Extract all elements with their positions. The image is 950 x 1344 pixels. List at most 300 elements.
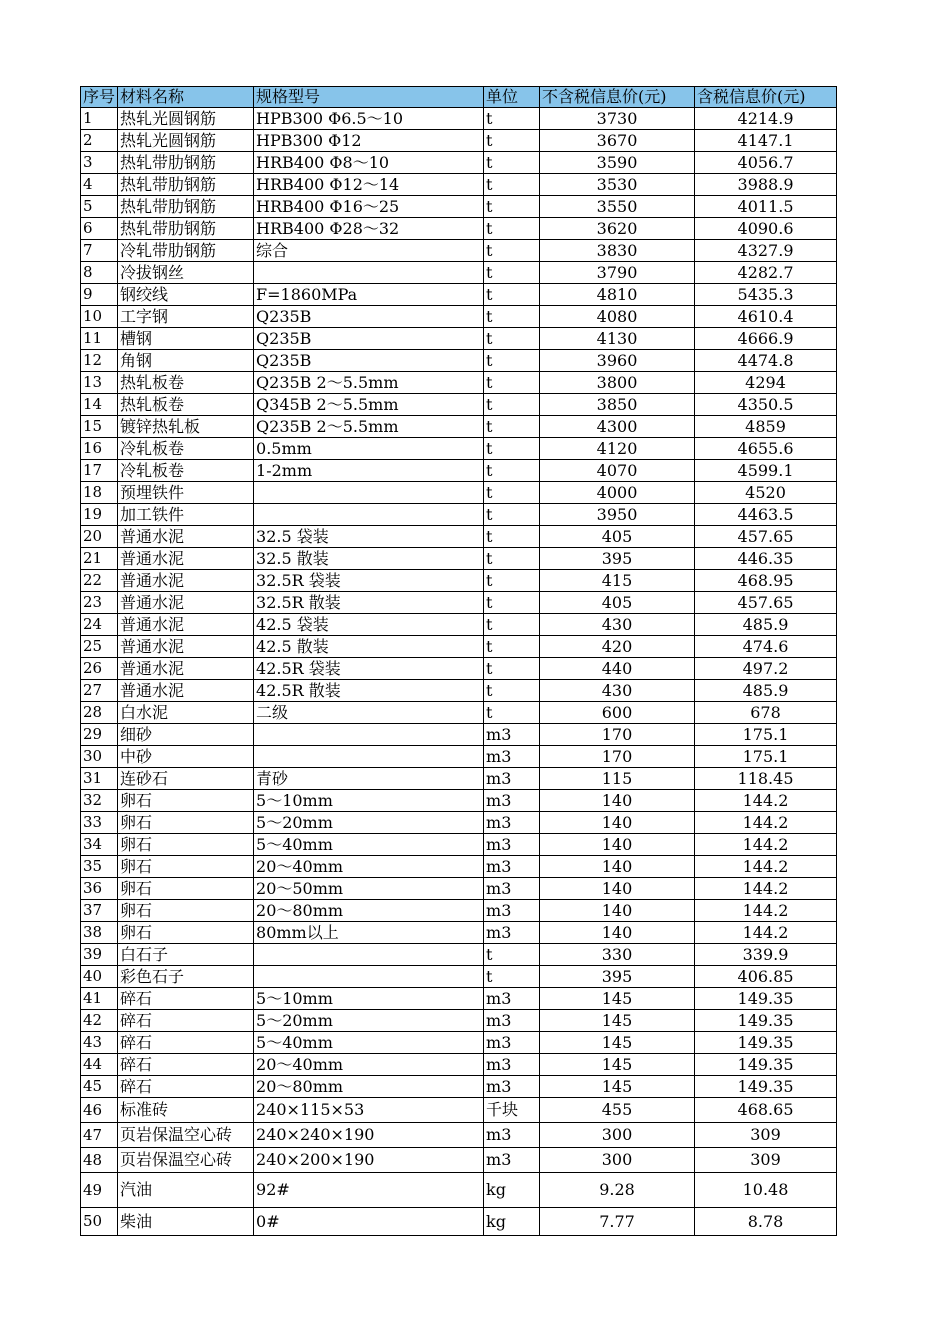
index-cell[interactable]: 23	[81, 592, 118, 614]
price-incl-tax-cell[interactable]: 4463.5	[695, 504, 837, 526]
unit-cell[interactable]: t	[484, 350, 540, 372]
price-incl-tax-cell[interactable]: 149.35	[695, 988, 837, 1010]
price-incl-tax-cell[interactable]: 485.9	[695, 614, 837, 636]
index-cell[interactable]: 19	[81, 504, 118, 526]
unit-cell[interactable]: t	[484, 482, 540, 504]
material-name-cell[interactable]: 碎石	[118, 1054, 254, 1076]
index-cell[interactable]: 37	[81, 900, 118, 922]
price-incl-tax-cell[interactable]: 4474.8	[695, 350, 837, 372]
unit-cell[interactable]: t	[484, 548, 540, 570]
material-name-cell[interactable]: 冷轧带肋钢筋	[118, 240, 254, 262]
price-incl-tax-cell[interactable]: 309	[695, 1123, 837, 1148]
header-cell[interactable]: 单位	[484, 87, 540, 108]
material-name-cell[interactable]: 普通水泥	[118, 614, 254, 636]
index-cell[interactable]: 40	[81, 966, 118, 988]
index-cell[interactable]: 2	[81, 130, 118, 152]
price-incl-tax-cell[interactable]: 4090.6	[695, 218, 837, 240]
material-name-cell[interactable]: 普通水泥	[118, 526, 254, 548]
index-cell[interactable]: 12	[81, 350, 118, 372]
price-incl-tax-cell[interactable]: 4350.5	[695, 394, 837, 416]
unit-cell[interactable]: t	[484, 284, 540, 306]
spec-cell[interactable]: HPB300 Φ6.5～10	[254, 108, 484, 130]
unit-cell[interactable]: t	[484, 504, 540, 526]
price-excl-tax-cell[interactable]: 3960	[540, 350, 695, 372]
spec-cell[interactable]: 5～40mm	[254, 1032, 484, 1054]
price-excl-tax-cell[interactable]: 140	[540, 834, 695, 856]
unit-cell[interactable]: m3	[484, 1010, 540, 1032]
material-name-cell[interactable]: 普通水泥	[118, 548, 254, 570]
material-name-cell[interactable]: 中砂	[118, 746, 254, 768]
material-name-cell[interactable]: 白水泥	[118, 702, 254, 724]
unit-cell[interactable]: t	[484, 108, 540, 130]
price-incl-tax-cell[interactable]: 144.2	[695, 878, 837, 900]
spec-cell[interactable]	[254, 262, 484, 284]
index-cell[interactable]: 36	[81, 878, 118, 900]
index-cell[interactable]: 6	[81, 218, 118, 240]
price-incl-tax-cell[interactable]: 4599.1	[695, 460, 837, 482]
price-excl-tax-cell[interactable]: 145	[540, 1054, 695, 1076]
spec-cell[interactable]: F=1860MPa	[254, 284, 484, 306]
price-excl-tax-cell[interactable]: 3830	[540, 240, 695, 262]
price-incl-tax-cell[interactable]: 4011.5	[695, 196, 837, 218]
price-incl-tax-cell[interactable]: 144.2	[695, 856, 837, 878]
price-excl-tax-cell[interactable]: 3790	[540, 262, 695, 284]
spec-cell[interactable]: 20～80mm	[254, 1076, 484, 1098]
price-excl-tax-cell[interactable]: 4810	[540, 284, 695, 306]
spec-cell[interactable]: 80mm以上	[254, 922, 484, 944]
price-incl-tax-cell[interactable]: 4294	[695, 372, 837, 394]
index-cell[interactable]: 15	[81, 416, 118, 438]
material-name-cell[interactable]: 钢绞线	[118, 284, 254, 306]
index-cell[interactable]: 43	[81, 1032, 118, 1054]
price-excl-tax-cell[interactable]: 600	[540, 702, 695, 724]
material-name-cell[interactable]: 卵石	[118, 856, 254, 878]
price-incl-tax-cell[interactable]: 4859	[695, 416, 837, 438]
material-name-cell[interactable]: 卵石	[118, 834, 254, 856]
material-name-cell[interactable]: 卵石	[118, 922, 254, 944]
unit-cell[interactable]: t	[484, 636, 540, 658]
unit-cell[interactable]: t	[484, 944, 540, 966]
material-name-cell[interactable]: 碎石	[118, 988, 254, 1010]
price-excl-tax-cell[interactable]: 170	[540, 724, 695, 746]
price-incl-tax-cell[interactable]: 144.2	[695, 790, 837, 812]
spec-cell[interactable]: 5～10mm	[254, 790, 484, 812]
price-excl-tax-cell[interactable]: 140	[540, 922, 695, 944]
price-excl-tax-cell[interactable]: 4120	[540, 438, 695, 460]
spec-cell[interactable]: 32.5 散装	[254, 548, 484, 570]
unit-cell[interactable]: t	[484, 570, 540, 592]
price-excl-tax-cell[interactable]: 4080	[540, 306, 695, 328]
price-incl-tax-cell[interactable]: 175.1	[695, 746, 837, 768]
price-incl-tax-cell[interactable]: 4282.7	[695, 262, 837, 284]
index-cell[interactable]: 14	[81, 394, 118, 416]
price-incl-tax-cell[interactable]: 5435.3	[695, 284, 837, 306]
material-name-cell[interactable]: 卵石	[118, 878, 254, 900]
spec-cell[interactable]: 5～40mm	[254, 834, 484, 856]
unit-cell[interactable]: kg	[484, 1208, 540, 1236]
price-incl-tax-cell[interactable]: 468.95	[695, 570, 837, 592]
price-incl-tax-cell[interactable]: 457.65	[695, 526, 837, 548]
material-name-cell[interactable]: 标准砖	[118, 1098, 254, 1123]
price-excl-tax-cell[interactable]: 3530	[540, 174, 695, 196]
spec-cell[interactable]: 20～80mm	[254, 900, 484, 922]
material-name-cell[interactable]: 热轧光圆钢筋	[118, 108, 254, 130]
unit-cell[interactable]: t	[484, 328, 540, 350]
index-cell[interactable]: 25	[81, 636, 118, 658]
material-name-cell[interactable]: 冷轧板卷	[118, 438, 254, 460]
index-cell[interactable]: 50	[81, 1208, 118, 1236]
spec-cell[interactable]: 20～50mm	[254, 878, 484, 900]
spec-cell[interactable]: Q235B	[254, 350, 484, 372]
material-name-cell[interactable]: 连砂石	[118, 768, 254, 790]
index-cell[interactable]: 22	[81, 570, 118, 592]
index-cell[interactable]: 32	[81, 790, 118, 812]
index-cell[interactable]: 20	[81, 526, 118, 548]
material-name-cell[interactable]: 汽油	[118, 1173, 254, 1208]
price-excl-tax-cell[interactable]: 395	[540, 966, 695, 988]
price-incl-tax-cell[interactable]: 8.78	[695, 1208, 837, 1236]
index-cell[interactable]: 44	[81, 1054, 118, 1076]
price-incl-tax-cell[interactable]: 309	[695, 1148, 837, 1173]
spec-cell[interactable]: 92#	[254, 1173, 484, 1208]
price-incl-tax-cell[interactable]: 497.2	[695, 658, 837, 680]
spec-cell[interactable]: 240×200×190	[254, 1148, 484, 1173]
spec-cell[interactable]: Q235B	[254, 306, 484, 328]
spec-cell[interactable]: HRB400 Φ12～14	[254, 174, 484, 196]
index-cell[interactable]: 41	[81, 988, 118, 1010]
price-excl-tax-cell[interactable]: 4300	[540, 416, 695, 438]
price-excl-tax-cell[interactable]: 330	[540, 944, 695, 966]
material-name-cell[interactable]: 冷轧板卷	[118, 460, 254, 482]
index-cell[interactable]: 26	[81, 658, 118, 680]
index-cell[interactable]: 27	[81, 680, 118, 702]
material-name-cell[interactable]: 碎石	[118, 1076, 254, 1098]
price-excl-tax-cell[interactable]: 405	[540, 592, 695, 614]
index-cell[interactable]: 11	[81, 328, 118, 350]
index-cell[interactable]: 28	[81, 702, 118, 724]
unit-cell[interactable]: m3	[484, 768, 540, 790]
index-cell[interactable]: 35	[81, 856, 118, 878]
unit-cell[interactable]: t	[484, 460, 540, 482]
unit-cell[interactable]: t	[484, 306, 540, 328]
header-cell[interactable]: 序号	[81, 87, 118, 108]
index-cell[interactable]: 9	[81, 284, 118, 306]
spec-cell[interactable]: 5～20mm	[254, 812, 484, 834]
index-cell[interactable]: 17	[81, 460, 118, 482]
price-incl-tax-cell[interactable]: 144.2	[695, 834, 837, 856]
price-incl-tax-cell[interactable]: 175.1	[695, 724, 837, 746]
unit-cell[interactable]: t	[484, 614, 540, 636]
spec-cell[interactable]: 20～40mm	[254, 856, 484, 878]
header-cell[interactable]: 不含税信息价(元)	[540, 87, 695, 108]
price-excl-tax-cell[interactable]: 140	[540, 812, 695, 834]
material-name-cell[interactable]: 普通水泥	[118, 570, 254, 592]
index-cell[interactable]: 7	[81, 240, 118, 262]
index-cell[interactable]: 33	[81, 812, 118, 834]
spec-cell[interactable]: 青砂	[254, 768, 484, 790]
index-cell[interactable]: 48	[81, 1148, 118, 1173]
material-name-cell[interactable]: 热轧带肋钢筋	[118, 196, 254, 218]
unit-cell[interactable]: t	[484, 702, 540, 724]
material-name-cell[interactable]: 镀锌热轧板	[118, 416, 254, 438]
spec-cell[interactable]: Q235B 2～5.5mm	[254, 416, 484, 438]
header-cell[interactable]: 材料名称	[118, 87, 254, 108]
spec-cell[interactable]: 42.5R 散装	[254, 680, 484, 702]
price-incl-tax-cell[interactable]: 4327.9	[695, 240, 837, 262]
spec-cell[interactable]: 0#	[254, 1208, 484, 1236]
price-excl-tax-cell[interactable]: 430	[540, 680, 695, 702]
spec-cell[interactable]	[254, 482, 484, 504]
material-name-cell[interactable]: 白石子	[118, 944, 254, 966]
spec-cell[interactable]: 20～40mm	[254, 1054, 484, 1076]
spec-cell[interactable]: 240×115×53	[254, 1098, 484, 1123]
spec-cell[interactable]: 二级	[254, 702, 484, 724]
spec-cell[interactable]: Q235B 2～5.5mm	[254, 372, 484, 394]
price-excl-tax-cell[interactable]: 405	[540, 526, 695, 548]
index-cell[interactable]: 18	[81, 482, 118, 504]
price-incl-tax-cell[interactable]: 468.65	[695, 1098, 837, 1123]
index-cell[interactable]: 5	[81, 196, 118, 218]
price-incl-tax-cell[interactable]: 4056.7	[695, 152, 837, 174]
unit-cell[interactable]: m3	[484, 746, 540, 768]
price-excl-tax-cell[interactable]: 140	[540, 900, 695, 922]
price-incl-tax-cell[interactable]: 10.48	[695, 1173, 837, 1208]
unit-cell[interactable]: t	[484, 130, 540, 152]
spec-cell[interactable]: HRB400 Φ16～25	[254, 196, 484, 218]
price-incl-tax-cell[interactable]: 457.65	[695, 592, 837, 614]
material-name-cell[interactable]: 工字钢	[118, 306, 254, 328]
unit-cell[interactable]: t	[484, 372, 540, 394]
price-incl-tax-cell[interactable]: 149.35	[695, 1010, 837, 1032]
index-cell[interactable]: 21	[81, 548, 118, 570]
unit-cell[interactable]: t	[484, 416, 540, 438]
spec-cell[interactable]: 240×240×190	[254, 1123, 484, 1148]
index-cell[interactable]: 42	[81, 1010, 118, 1032]
price-incl-tax-cell[interactable]: 474.6	[695, 636, 837, 658]
price-excl-tax-cell[interactable]: 4130	[540, 328, 695, 350]
price-excl-tax-cell[interactable]: 140	[540, 790, 695, 812]
material-name-cell[interactable]: 彩色石子	[118, 966, 254, 988]
index-cell[interactable]: 47	[81, 1123, 118, 1148]
unit-cell[interactable]: m3	[484, 1076, 540, 1098]
index-cell[interactable]: 38	[81, 922, 118, 944]
unit-cell[interactable]: m3	[484, 856, 540, 878]
unit-cell[interactable]: t	[484, 240, 540, 262]
price-excl-tax-cell[interactable]: 4070	[540, 460, 695, 482]
index-cell[interactable]: 1	[81, 108, 118, 130]
material-name-cell[interactable]: 卵石	[118, 900, 254, 922]
price-excl-tax-cell[interactable]: 140	[540, 856, 695, 878]
price-excl-tax-cell[interactable]: 300	[540, 1123, 695, 1148]
material-name-cell[interactable]: 槽钢	[118, 328, 254, 350]
material-name-cell[interactable]: 热轧带肋钢筋	[118, 174, 254, 196]
unit-cell[interactable]: t	[484, 152, 540, 174]
price-excl-tax-cell[interactable]: 3590	[540, 152, 695, 174]
unit-cell[interactable]: m3	[484, 1054, 540, 1076]
price-incl-tax-cell[interactable]: 118.45	[695, 768, 837, 790]
price-incl-tax-cell[interactable]: 339.9	[695, 944, 837, 966]
index-cell[interactable]: 45	[81, 1076, 118, 1098]
material-name-cell[interactable]: 热轧带肋钢筋	[118, 218, 254, 240]
index-cell[interactable]: 8	[81, 262, 118, 284]
price-excl-tax-cell[interactable]: 430	[540, 614, 695, 636]
price-excl-tax-cell[interactable]: 3850	[540, 394, 695, 416]
material-name-cell[interactable]: 卵石	[118, 812, 254, 834]
price-incl-tax-cell[interactable]: 406.85	[695, 966, 837, 988]
index-cell[interactable]: 39	[81, 944, 118, 966]
unit-cell[interactable]: t	[484, 174, 540, 196]
index-cell[interactable]: 4	[81, 174, 118, 196]
unit-cell[interactable]: m3	[484, 988, 540, 1010]
price-incl-tax-cell[interactable]: 4655.6	[695, 438, 837, 460]
price-excl-tax-cell[interactable]: 4000	[540, 482, 695, 504]
unit-cell[interactable]: t	[484, 680, 540, 702]
unit-cell[interactable]: t	[484, 218, 540, 240]
spec-cell[interactable]: 5～10mm	[254, 988, 484, 1010]
spec-cell[interactable]: 42.5 散装	[254, 636, 484, 658]
unit-cell[interactable]: 千块	[484, 1098, 540, 1123]
material-name-cell[interactable]: 热轧光圆钢筋	[118, 130, 254, 152]
material-name-cell[interactable]: 热轧带肋钢筋	[118, 152, 254, 174]
price-incl-tax-cell[interactable]: 678	[695, 702, 837, 724]
spec-cell[interactable]: 32.5R 袋装	[254, 570, 484, 592]
price-excl-tax-cell[interactable]: 170	[540, 746, 695, 768]
spec-cell[interactable]: 32.5 袋装	[254, 526, 484, 548]
price-incl-tax-cell[interactable]: 4147.1	[695, 130, 837, 152]
spec-cell[interactable]: Q235B	[254, 328, 484, 350]
material-name-cell[interactable]: 普通水泥	[118, 592, 254, 614]
unit-cell[interactable]: m3	[484, 900, 540, 922]
unit-cell[interactable]: t	[484, 262, 540, 284]
price-excl-tax-cell[interactable]: 145	[540, 1010, 695, 1032]
price-excl-tax-cell[interactable]: 455	[540, 1098, 695, 1123]
index-cell[interactable]: 29	[81, 724, 118, 746]
price-incl-tax-cell[interactable]: 149.35	[695, 1076, 837, 1098]
price-incl-tax-cell[interactable]: 144.2	[695, 922, 837, 944]
material-name-cell[interactable]: 角钢	[118, 350, 254, 372]
spec-cell[interactable]: HRB400 Φ28～32	[254, 218, 484, 240]
material-name-cell[interactable]: 预埋铁件	[118, 482, 254, 504]
unit-cell[interactable]: t	[484, 592, 540, 614]
price-excl-tax-cell[interactable]: 3620	[540, 218, 695, 240]
index-cell[interactable]: 34	[81, 834, 118, 856]
header-cell[interactable]: 规格型号	[254, 87, 484, 108]
price-excl-tax-cell[interactable]: 420	[540, 636, 695, 658]
unit-cell[interactable]: m3	[484, 1032, 540, 1054]
index-cell[interactable]: 3	[81, 152, 118, 174]
unit-cell[interactable]: t	[484, 438, 540, 460]
unit-cell[interactable]: m3	[484, 1123, 540, 1148]
price-incl-tax-cell[interactable]: 149.35	[695, 1032, 837, 1054]
price-incl-tax-cell[interactable]: 485.9	[695, 680, 837, 702]
price-incl-tax-cell[interactable]: 144.2	[695, 900, 837, 922]
index-cell[interactable]: 30	[81, 746, 118, 768]
spec-cell[interactable]	[254, 966, 484, 988]
price-excl-tax-cell[interactable]: 3730	[540, 108, 695, 130]
index-cell[interactable]: 13	[81, 372, 118, 394]
material-name-cell[interactable]: 热轧板卷	[118, 372, 254, 394]
spec-cell[interactable]	[254, 504, 484, 526]
unit-cell[interactable]: m3	[484, 834, 540, 856]
index-cell[interactable]: 31	[81, 768, 118, 790]
price-incl-tax-cell[interactable]: 4214.9	[695, 108, 837, 130]
spec-cell[interactable]: HRB400 Φ8～10	[254, 152, 484, 174]
unit-cell[interactable]: t	[484, 526, 540, 548]
material-name-cell[interactable]: 页岩保温空心砖	[118, 1123, 254, 1148]
spec-cell[interactable]	[254, 746, 484, 768]
spec-cell[interactable]: 42.5 袋装	[254, 614, 484, 636]
spec-cell[interactable]: 5～20mm	[254, 1010, 484, 1032]
index-cell[interactable]: 10	[81, 306, 118, 328]
unit-cell[interactable]: t	[484, 966, 540, 988]
price-incl-tax-cell[interactable]: 446.35	[695, 548, 837, 570]
material-name-cell[interactable]: 卵石	[118, 790, 254, 812]
unit-cell[interactable]: m3	[484, 724, 540, 746]
spec-cell[interactable]: HPB300 Φ12	[254, 130, 484, 152]
material-name-cell[interactable]: 普通水泥	[118, 636, 254, 658]
spec-cell[interactable]: Q345B 2～5.5mm	[254, 394, 484, 416]
price-incl-tax-cell[interactable]: 4610.4	[695, 306, 837, 328]
material-name-cell[interactable]: 普通水泥	[118, 680, 254, 702]
price-excl-tax-cell[interactable]: 3800	[540, 372, 695, 394]
price-excl-tax-cell[interactable]: 395	[540, 548, 695, 570]
price-excl-tax-cell[interactable]: 3550	[540, 196, 695, 218]
spec-cell[interactable]: 32.5R 散装	[254, 592, 484, 614]
material-name-cell[interactable]: 柴油	[118, 1208, 254, 1236]
material-name-cell[interactable]: 热轧板卷	[118, 394, 254, 416]
price-excl-tax-cell[interactable]: 145	[540, 1076, 695, 1098]
header-cell[interactable]: 含税信息价(元)	[695, 87, 837, 108]
spec-cell[interactable]: 综合	[254, 240, 484, 262]
material-name-cell[interactable]: 碎石	[118, 1032, 254, 1054]
material-name-cell[interactable]: 加工铁件	[118, 504, 254, 526]
price-excl-tax-cell[interactable]: 7.77	[540, 1208, 695, 1236]
price-excl-tax-cell[interactable]: 440	[540, 658, 695, 680]
price-excl-tax-cell[interactable]: 3670	[540, 130, 695, 152]
price-excl-tax-cell[interactable]: 415	[540, 570, 695, 592]
material-name-cell[interactable]: 细砂	[118, 724, 254, 746]
material-name-cell[interactable]: 碎石	[118, 1010, 254, 1032]
price-incl-tax-cell[interactable]: 3988.9	[695, 174, 837, 196]
index-cell[interactable]: 46	[81, 1098, 118, 1123]
unit-cell[interactable]: t	[484, 196, 540, 218]
price-excl-tax-cell[interactable]: 145	[540, 988, 695, 1010]
price-incl-tax-cell[interactable]: 144.2	[695, 812, 837, 834]
price-incl-tax-cell[interactable]: 4520	[695, 482, 837, 504]
unit-cell[interactable]: m3	[484, 790, 540, 812]
price-excl-tax-cell[interactable]: 140	[540, 878, 695, 900]
unit-cell[interactable]: m3	[484, 878, 540, 900]
material-name-cell[interactable]: 页岩保温空心砖	[118, 1148, 254, 1173]
unit-cell[interactable]: m3	[484, 922, 540, 944]
price-excl-tax-cell[interactable]: 115	[540, 768, 695, 790]
unit-cell[interactable]: m3	[484, 1148, 540, 1173]
price-excl-tax-cell[interactable]: 300	[540, 1148, 695, 1173]
price-excl-tax-cell[interactable]: 9.28	[540, 1173, 695, 1208]
spec-cell[interactable]: 42.5R 袋装	[254, 658, 484, 680]
unit-cell[interactable]: m3	[484, 812, 540, 834]
index-cell[interactable]: 49	[81, 1173, 118, 1208]
price-incl-tax-cell[interactable]: 4666.9	[695, 328, 837, 350]
unit-cell[interactable]: t	[484, 394, 540, 416]
unit-cell[interactable]: t	[484, 658, 540, 680]
material-name-cell[interactable]: 冷拔钢丝	[118, 262, 254, 284]
price-excl-tax-cell[interactable]: 3950	[540, 504, 695, 526]
spec-cell[interactable]	[254, 724, 484, 746]
index-cell[interactable]: 24	[81, 614, 118, 636]
unit-cell[interactable]: kg	[484, 1173, 540, 1208]
price-incl-tax-cell[interactable]: 149.35	[695, 1054, 837, 1076]
